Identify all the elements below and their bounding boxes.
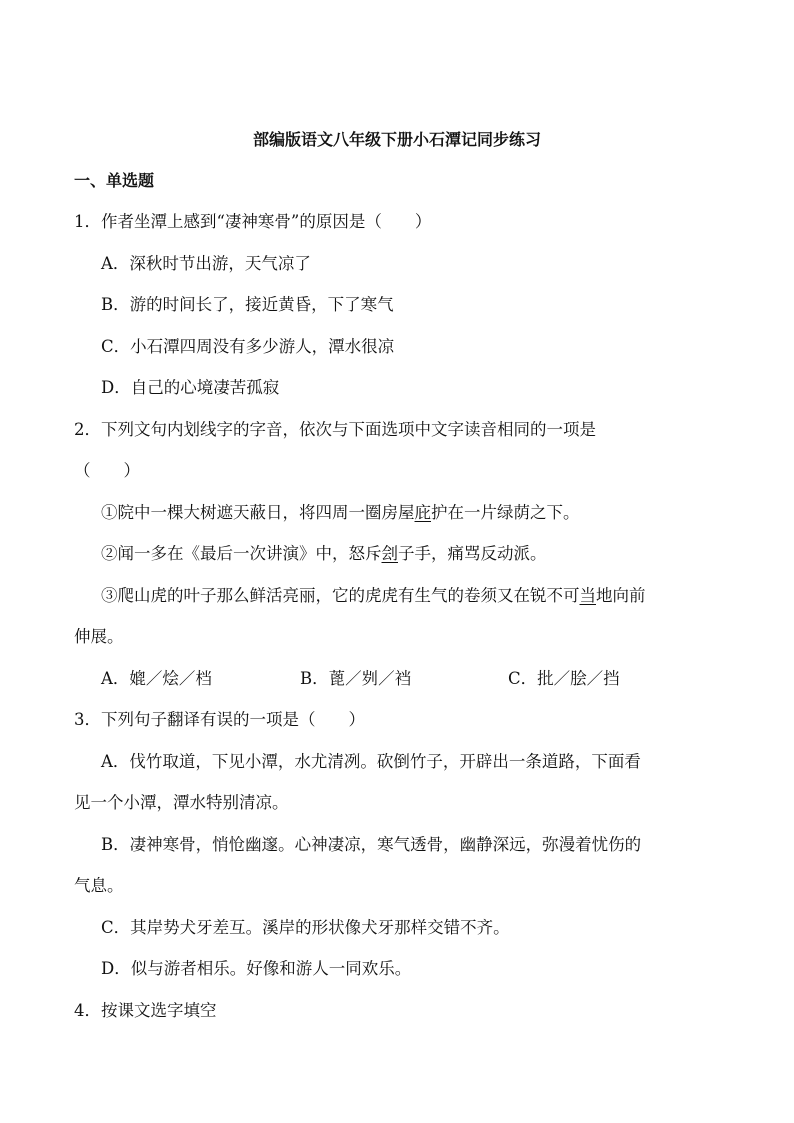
question-3-option-a: A．伐竹取道，下见小潭，水尤清冽。砍倒竹子，开辟出一条道路，下面看 [101, 752, 641, 771]
question-2-option-c: C．批／脍／挡 [508, 669, 620, 688]
question-1-option-b: B．游的时间长了，接近黄昏，下了寒气 [101, 295, 394, 314]
underlined-char: 刽 [381, 544, 398, 563]
page-title: 部编版语文八年级下册小石潭记同步练习 [252, 130, 541, 149]
question-3-option-c: C．其岸势犬牙差互。溪岸的形状像犬牙那样交错不齐。 [101, 918, 510, 937]
question-2-sentence-3 [101, 585, 646, 607]
question-2-sentence-3-continued: 伸展。 [74, 627, 124, 646]
question-1-option-c: C．小石潭四周没有多少游人，潭水很凉 [101, 337, 395, 356]
sentence-text: ②闻一多在《最后一次讲演》中，怒斥 [101, 544, 382, 563]
sentence-text: 子手，痛骂反动派。 [398, 544, 547, 563]
question-3-stem: 3．下列句子翻译有误的一项是（ ） [74, 710, 365, 729]
sentence-text: ①院中一棵大树遮天蔽日，将四周一圈房屋 [101, 503, 415, 522]
sentence-text: ③爬山虎的叶子那么鲜活亮丽，它的虎虎有生气的卷须又在锐不可 [101, 586, 580, 605]
question-2-stem-continued: （ ） [74, 461, 140, 480]
question-2-option-a: A．媲／烩／档 [101, 669, 212, 688]
sentence-text: 地向前 [596, 586, 646, 605]
question-1-stem: 1．作者坐潭上感到“凄神寒骨”的原因是（ ） [74, 212, 432, 231]
question-2-option-b: B．蓖／刿／裆 [300, 669, 412, 688]
section-heading: 一、单选题 [74, 171, 155, 190]
question-1-option-a: A．深秋时节出游，天气凉了 [101, 254, 311, 273]
underlined-char: 当 [579, 586, 596, 605]
question-2-stem: 2．下列文句内划线字的字音，依次与下面选项中文字读音相同的一项是 [74, 420, 596, 439]
question-3-option-a-continued: 见一个小潭，潭水特别清凉。 [74, 793, 289, 812]
underlined-char: 庇 [414, 503, 431, 522]
question-2-sentence-1 [101, 502, 580, 524]
question-3-option-b-continued: 气息。 [74, 876, 124, 895]
sentence-text: 护在一片绿荫之下。 [431, 503, 580, 522]
question-1-option-d: D．自己的心境凄苦孤寂 [101, 378, 280, 397]
question-2-sentence-2 [101, 543, 547, 565]
question-3-option-d: D．似与游者相乐。好像和游人一同欢乐。 [101, 959, 412, 978]
question-4-stem: 4．按课文选字填空 [74, 1001, 217, 1020]
question-3-option-b: B．凄神寒骨，悄怆幽邃。心神凄凉，寒气透骨，幽静深远，弥漫着忧伤的 [101, 835, 642, 854]
